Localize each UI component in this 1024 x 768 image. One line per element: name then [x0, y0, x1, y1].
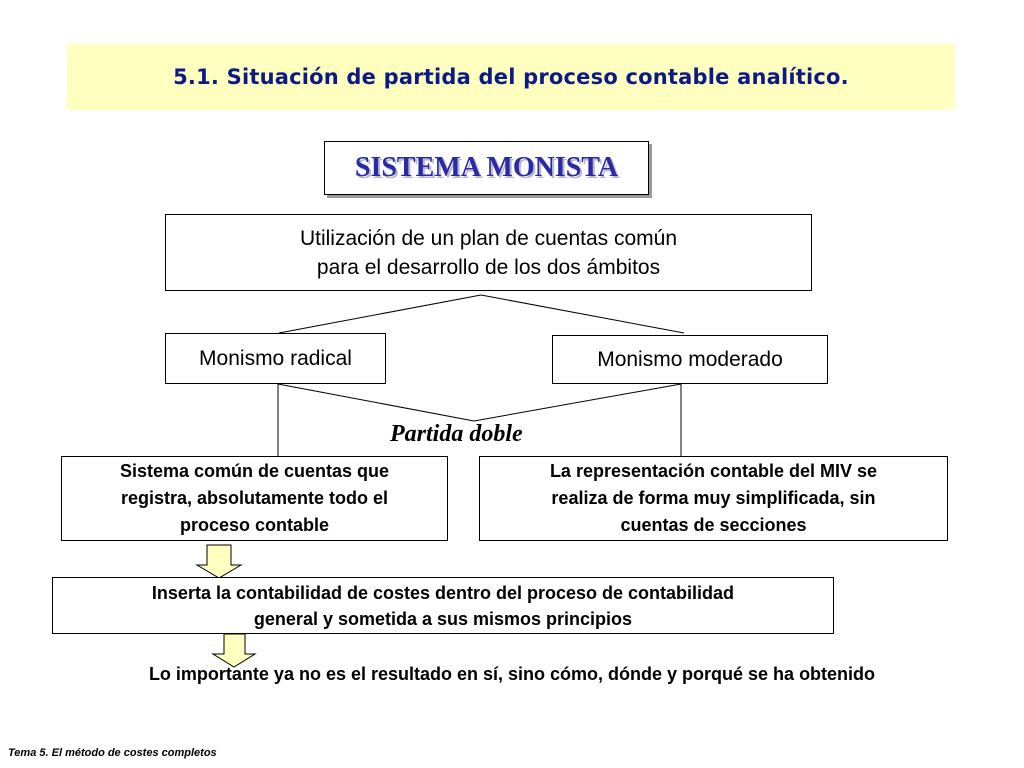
- inserta-line-2: general y sometida a sus mismos principios: [253, 608, 633, 629]
- conclusion-text: Lo importante ya no es el resultado en sí, sino cómo, dónde y porqué se ha obtenido: [148, 664, 876, 684]
- moderado-detail-box: [479, 456, 948, 541]
- footer-text: Tema 5. El método de costes completos: [8, 747, 217, 759]
- monismo-radical-box: [165, 333, 386, 384]
- moderado-detail-line-1: La representación contable del MIV se: [549, 461, 878, 481]
- radical-detail-box: [61, 456, 448, 541]
- moderado-detail-line-3: cuentas de secciones: [620, 515, 807, 535]
- moderado-detail-line-2: realiza de forma muy simplificada, sin: [551, 488, 876, 508]
- plan-line-2: para el desarrollo de los dos ámbitos: [316, 255, 661, 279]
- page-title: 5.1. Situación de partida del proceso contable analítico.: [173, 65, 849, 89]
- connector-plan-to-radical: [279, 295, 481, 333]
- system-title-box: [324, 141, 649, 195]
- plan-line-1: Utilización de un plan de cuentas común: [299, 226, 678, 250]
- partida-doble-label: Partida doble: [390, 421, 523, 447]
- monismo-moderado-box: [552, 335, 828, 384]
- inserta-line-1: Inserta la contabilidad de costes dentro del proceso de contabilidad: [151, 582, 735, 603]
- radical-detail-line-2: registra, absolutamente todo el: [120, 488, 389, 508]
- inserta-box: [52, 577, 834, 634]
- radical-detail-line-1: Sistema común de cuentas que: [119, 461, 390, 481]
- connector-radical-to-partida: [278, 384, 474, 421]
- monismo-radical-label: Monismo radical: [199, 346, 352, 370]
- radical-detail-line-3: proceso contable: [179, 515, 330, 535]
- down-arrow-icon: [197, 545, 241, 578]
- system-title: SISTEMA MONISTA: [354, 152, 619, 183]
- monismo-moderado-label: Monismo moderado: [597, 347, 783, 371]
- plan-box: [165, 214, 812, 291]
- connector-plan-to-moderado: [481, 295, 684, 333]
- down-arrow-icon: [213, 634, 255, 667]
- connector-moderado-to-partida: [474, 384, 681, 421]
